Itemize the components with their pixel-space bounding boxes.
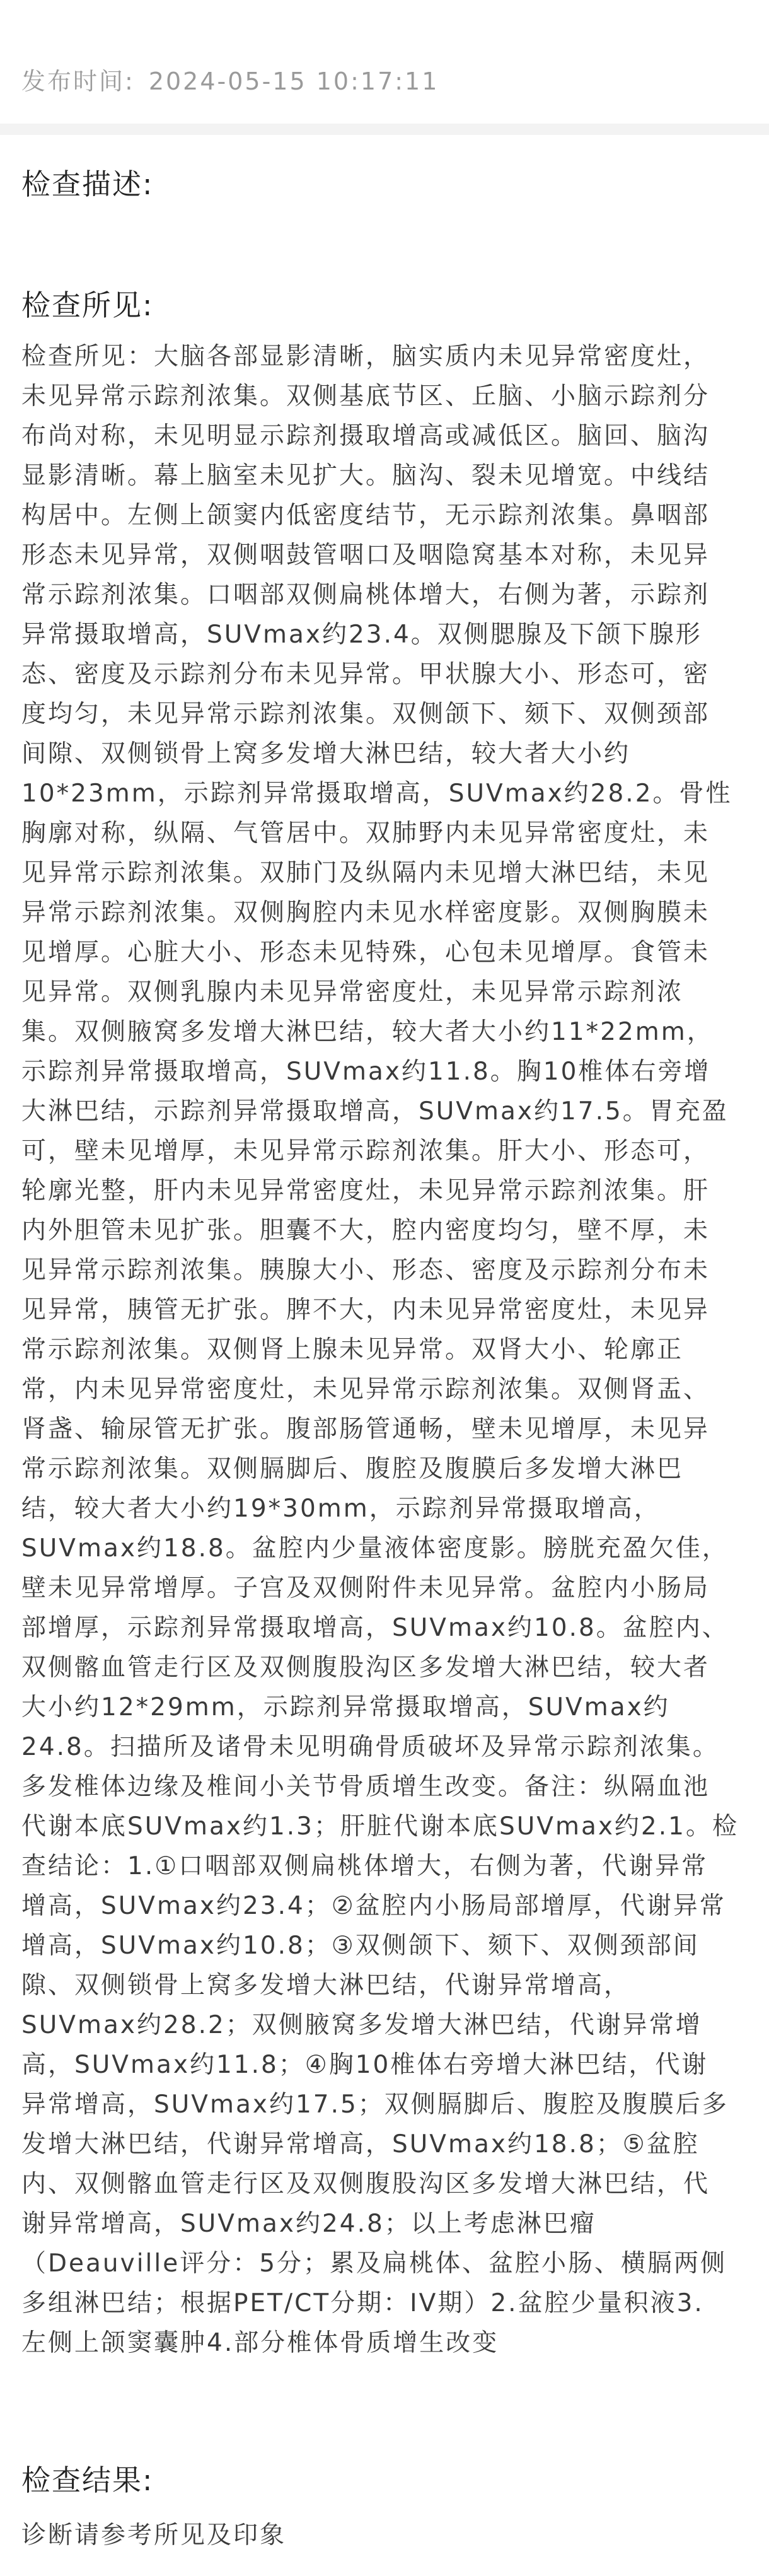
findings-line: 示踪剂异常摄取增高，SUVmax约11.8。胸10椎体右旁增 [21, 1058, 711, 1086]
findings-line: 可，壁未见增厚，未见异常示踪剂浓集。肝大小、形态可， [21, 1137, 710, 1165]
findings-line: 间隙、双侧锁骨上窝多发增大淋巴结，较大者大小约 [21, 740, 631, 768]
findings-line: 检查所见：大脑各部显影清晰，脑实质内未见异常密度灶， [21, 342, 710, 371]
findings-line: 多发椎体边缘及椎间小关节骨质增生改变。备注：纵隔血池 [21, 1773, 710, 1801]
findings-line: 多组淋巴结；根据PET/CT分期：IV期）2.盆腔少量积液3. [21, 2289, 704, 2317]
findings-line: 代谢本底SUVmax约1.3；肝脏代谢本底SUVmax约2.1。检 [21, 1812, 739, 1841]
result-title: 检查结果: [21, 2463, 154, 2497]
findings-line: 内外胆管未见扩张。胆囊不大，腔内密度均匀，壁不厚，未 [21, 1216, 710, 1245]
findings-line: 见异常，胰管无扩张。脾不大，内未见异常密度灶，未见异 [21, 1296, 710, 1324]
report-content [0, 161, 769, 2551]
findings-line: 见增厚。心脏大小、形态未见特殊，心包未见增厚。食管未 [21, 938, 710, 967]
findings-line: 部增厚，示踪剂异常摄取增高，SUVmax约10.8。盆腔内、 [21, 1614, 729, 1642]
findings-line: 度均匀，未见异常示踪剂浓集。双侧颌下、颏下、双侧颈部 [21, 700, 710, 728]
findings-line: 见异常。双侧乳腺内未见异常密度灶，未见异常示踪剂浓 [21, 978, 684, 1006]
findings-line: 态、密度及示踪剂分布未见异常。甲状腺大小、形态可，密 [21, 660, 710, 689]
findings-line: 内、双侧髂血管走行区及双侧腹股沟区多发增大淋巴结，代 [21, 2170, 710, 2198]
findings-line: 双侧髂血管走行区及双侧腹股沟区多发增大淋巴结，较大者 [21, 1653, 710, 1682]
findings-line: 增高，SUVmax约23.4；②盆腔内小肠局部增厚，代谢异常 [21, 1892, 726, 1920]
publish-time-label: 发布时间: [21, 67, 135, 95]
findings-line: 10*23mm，示踪剂异常摄取增高，SUVmax约28.2。骨性 [21, 779, 732, 808]
publish-time-value: 2024-05-15 10:17:11 [148, 67, 439, 95]
findings-line: 常示踪剂浓集。双侧肾上腺未见异常。双肾大小、轮廓正 [21, 1336, 684, 1364]
findings-title: 检查所见: [21, 288, 154, 322]
findings-line: 异常增高，SUVmax约17.5；双侧膈脚后、腹腔及腹膜后多 [21, 2090, 729, 2119]
findings-line: 大小约12*29mm，示踪剂异常摄取增高，SUVmax约 [21, 1693, 670, 1722]
findings-line: 未见异常示踪剂浓集。双侧基底节区、丘脑、小脑示踪剂分 [21, 382, 710, 411]
findings-line: 谢异常增高，SUVmax约24.8；以上考虑淋巴瘤 [21, 2210, 596, 2238]
findings-line: 24.8。扫描所及诸骨未见明确骨质破坏及异常示踪剂浓集。 [21, 1733, 719, 1761]
findings-line: 高，SUVmax约11.8；④胸10椎体右旁增大淋巴结，代谢 [21, 2051, 708, 2079]
findings-line: 隙、双侧锁骨上窝多发增大淋巴结，代谢异常增高， [21, 1971, 631, 2000]
findings-line: 增高，SUVmax约10.8；③双侧颌下、颏下、双侧颈部间 [21, 1932, 700, 1960]
findings-line: 肾盏、输尿管无扩张。腹部肠管通畅，壁未见增厚，未见异 [21, 1415, 710, 1443]
findings-line: 常示踪剂浓集。口咽部双侧扁桃体增大，右侧为著，示踪剂 [21, 581, 710, 609]
findings-line: 胸廓对称，纵隔、气管居中。双肺野内未见异常密度灶，未 [21, 819, 710, 848]
findings-line: 构居中。左侧上颌窦内低密度结节，无示踪剂浓集。鼻咽部 [21, 501, 710, 530]
findings-line: SUVmax约18.8。盆腔内少量液体密度影。膀胱充盈欠佳， [21, 1534, 729, 1563]
findings-line: 发增大淋巴结，代谢异常增高，SUVmax约18.8；⑤盆腔 [21, 2130, 700, 2159]
findings-line: （Deauville评分：5分；累及扁桃体、盆腔小肠、横膈两侧 [21, 2249, 727, 2278]
findings-line: 见异常示踪剂浓集。双肺门及纵隔内未见增大淋巴结，未见 [21, 859, 710, 887]
findings-line: 结，较大者大小约19*30mm，示踪剂异常摄取增高， [21, 1495, 661, 1523]
findings-line: 左侧上颌窦囊肿4.部分椎体骨质增生改变 [21, 2329, 499, 2357]
findings-line: 集。双侧腋窝多发增大淋巴结，较大者大小约11*22mm， [21, 1018, 714, 1046]
description-title: 检查描述: [21, 167, 154, 201]
findings-line: SUVmax约28.2；双侧腋窝多发增大淋巴结，代谢异常增 [21, 2011, 702, 2039]
findings-line: 常示踪剂浓集。双侧膈脚后、腹腔及腹膜后多发增大淋巴 [21, 1455, 684, 1483]
section-divider [0, 124, 769, 135]
findings-text [21, 337, 750, 2363]
findings-line: 见异常示踪剂浓集。胰腺大小、形态、密度及示踪剂分布未 [21, 1256, 710, 1285]
publish-time-bar [0, 0, 769, 124]
findings-line: 查结论：1.①口咽部双侧扁桃体增大，右侧为著，代谢异常 [21, 1852, 708, 1880]
findings-line: 壁未见异常增厚。子宫及双侧附件未见异常。盆腔内小肠局 [21, 1574, 710, 1602]
findings-line: 布尚对称，未见明显示踪剂摄取增高或减低区。脑回、脑沟 [21, 422, 710, 450]
findings-line: 异常摄取增高，SUVmax约23.4。双侧腮腺及下颌下腺形 [21, 621, 702, 649]
findings-line: 轮廓光整，肝内未见异常密度灶，未见异常示踪剂浓集。肝 [21, 1177, 710, 1205]
findings-line: 常，内未见异常密度灶，未见异常示踪剂浓集。双侧肾盂、 [21, 1375, 710, 1404]
result-text: 诊断请参考所见及印象 [21, 2521, 287, 2550]
findings-line: 异常示踪剂浓集。双侧胸腔内未见水样密度影。双侧胸膜未 [21, 899, 710, 927]
findings-line: 显影清晰。幕上脑室未见扩大。脑沟、裂未见增宽。中线结 [21, 462, 710, 490]
findings-line: 大淋巴结，示踪剂异常摄取增高，SUVmax约17.5。胃充盈 [21, 1097, 729, 1126]
findings-line: 形态未见异常，双侧咽鼓管咽口及咽隐窝基本对称，未见异 [21, 541, 710, 569]
